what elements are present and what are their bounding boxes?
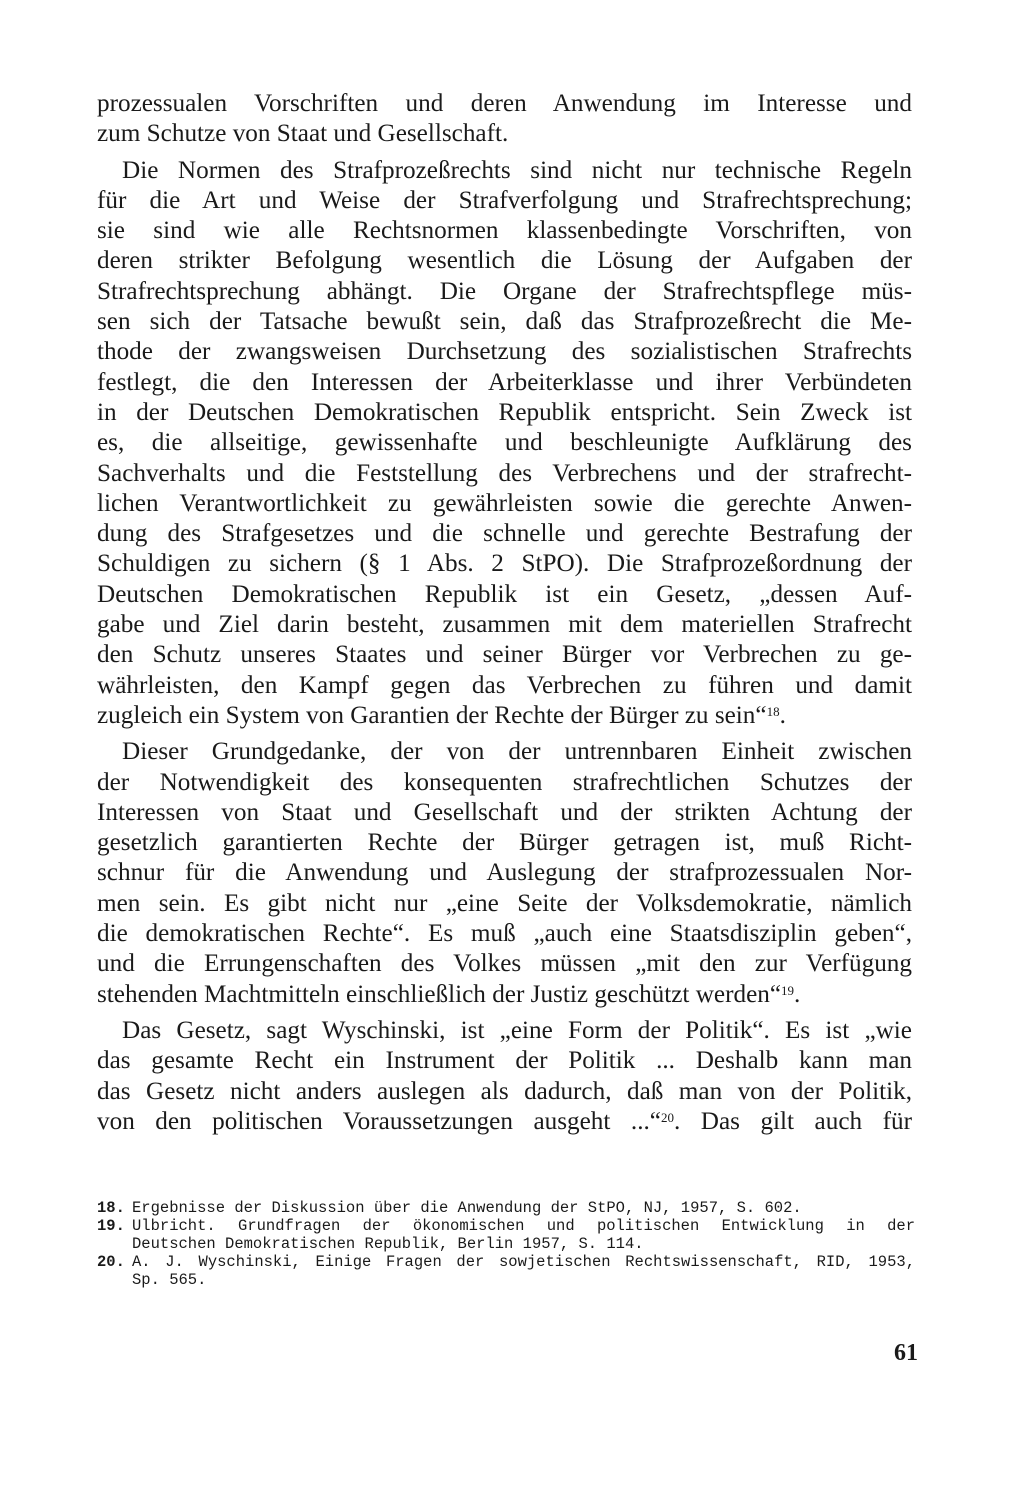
text-line: lichen Verantwortlichkeit zu gewährleisten sowie die gerechte Anwen- (97, 489, 912, 517)
text-line: in der Deutschen Demokratischen Republik entspricht. Sein Zweck ist (97, 398, 912, 426)
paragraph-3 (97, 737, 912, 1010)
text-line: prozessualen Vorschriften und deren Anwendung im Interesse und (97, 90, 912, 117)
text-line: Sachverhalts und die Feststellung des Verbrechens und der strafrecht- (97, 459, 912, 487)
text-segment: . (794, 980, 801, 1008)
text-line: festlegt, die den Interessen der Arbeiterklasse und ihrer Verbündeten (97, 368, 912, 396)
text-segment: von den politischen Voraussetzungen ausgeht ...“ (97, 1107, 661, 1135)
text-line: für die Art und Weise der Strafverfolgung und Strafrechtsprechung; (97, 186, 912, 214)
text-line: den Schutz unseres Staates und seiner Bürger vor Verbrechen zu ge- (97, 641, 912, 669)
text-line: zum Schutze von Staat und Gesellschaft. (97, 120, 509, 148)
text-line: gesetzlich garantierten Rechte der Bürger getragen ist, muß Richt- (97, 829, 912, 857)
footnote-19 (97, 1217, 915, 1253)
text-line: Schuldigen zu sichern (§ 1 Abs. 2 StPO). Die Strafprozeßordnung der (97, 550, 912, 578)
footnote-line: Ulbricht. Grundfragen der ökonomischen und politischen Entwicklung in der (132, 1217, 915, 1235)
main-text (97, 89, 912, 1137)
text-line: Strafrechtsprechung abhängt. Die Organe der Strafrechtspflege müs- (97, 277, 912, 305)
text-segment: zugleich ein System von Garantien der Rechte der Bürger zu sein“ (97, 701, 767, 729)
footnote-ref-18[interactable]: 18 (766, 703, 780, 719)
text-line: men sein. Es gibt nicht nur „eine Seite der Volksdemokratie, nämlich (97, 889, 912, 917)
text-line (97, 1107, 912, 1137)
text-line: sie sind wie alle Rechtsnormen klassenbedingte Vorschriften, von (97, 217, 912, 245)
footnote-ref-19[interactable]: 19 (781, 982, 795, 998)
footnote-line: Deutschen Demokratischen Republik, Berlin 1957, S. 114. (132, 1235, 644, 1253)
text-line: Die Normen des Strafprozeßrechts sind nicht nur technische Regeln (122, 156, 912, 184)
text-line: es, die allseitige, gewissenhafte und beschleunigte Aufklärung des (97, 429, 912, 457)
text-line: Dieser Grundgedanke, der von der untrennbaren Einheit zwischen (122, 738, 912, 766)
text-line (97, 980, 912, 1010)
text-line: dung des Strafgesetzes und die schnelle und gerechte Bestrafung der (97, 520, 912, 548)
text-line: gabe und Ziel darin besteht, zusammen mit dem materiellen Strafrecht (97, 611, 912, 639)
text-line: der Notwendigkeit des konsequenten strafrechtlichen Schutzes der (97, 768, 912, 796)
footnote-ref-20[interactable]: 20 (660, 1109, 674, 1125)
paragraph-1 (97, 89, 912, 150)
text-segment: . (779, 701, 786, 729)
text-line: und die Errungenschaften des Volkes müssen „mit den zur Verfügung (97, 950, 912, 978)
footnote-number: 19. (97, 1217, 125, 1235)
text-line: währleisten, den Kampf gegen das Verbrechen zu führen und damit (97, 671, 912, 699)
text-segment: . Das gilt auch für (673, 1107, 912, 1135)
paragraph-2 (97, 156, 912, 732)
footnote-number: 20. (97, 1253, 125, 1271)
footnote-line: A. J. Wyschinski, Einige Fragen der sowjetischen Rechtswissenschaft, RID, 1953, (132, 1253, 915, 1271)
footnote-number: 18. (97, 1199, 125, 1217)
paragraph-4 (97, 1016, 912, 1137)
text-line: thode der zwangsweisen Durchsetzung des sozialistischen Strafrechts (97, 338, 912, 366)
footnote-line: Ergebnisse der Diskussion über die Anwendung der StPO, NJ, 1957, S. 602. (132, 1199, 802, 1217)
text-line: Deutschen Demokratischen Republik ist ein Gesetz, „dessen Auf- (97, 580, 912, 608)
text-line: das gesamte Recht ein Instrument der Politik ... Deshalb kann man (97, 1047, 912, 1075)
text-line: das Gesetz nicht anders auslegen als dadurch, daß man von der Politik, (97, 1077, 912, 1105)
text-line: Das Gesetz, sagt Wyschinski, ist „eine Form der Politik“. Es ist „wie (122, 1016, 912, 1044)
page-number: 61 (894, 1340, 918, 1366)
text-line: deren strikter Befolgung wesentlich die Lösung der Aufgaben der (97, 247, 912, 275)
text-line: Interessen von Staat und Gesellschaft und der strikten Achtung der (97, 798, 912, 826)
text-segment: stehenden Machtmitteln einschließlich der Justiz geschützt werden“ (97, 980, 782, 1008)
footnote-20 (97, 1253, 915, 1289)
footnote-line: Sp. 565. (132, 1271, 207, 1289)
text-line (97, 701, 912, 731)
footnotes (97, 1199, 915, 1289)
text-line: die demokratischen Rechte“. Es muß „auch eine Staatsdisziplin geben“, (97, 920, 912, 948)
text-line: schnur für die Anwendung und Auslegung der strafprozessualen Nor- (97, 859, 912, 887)
text-line: sen sich der Tatsache bewußt sein, daß das Strafprozeßrecht die Me- (97, 308, 912, 336)
footnote-18 (97, 1199, 915, 1217)
